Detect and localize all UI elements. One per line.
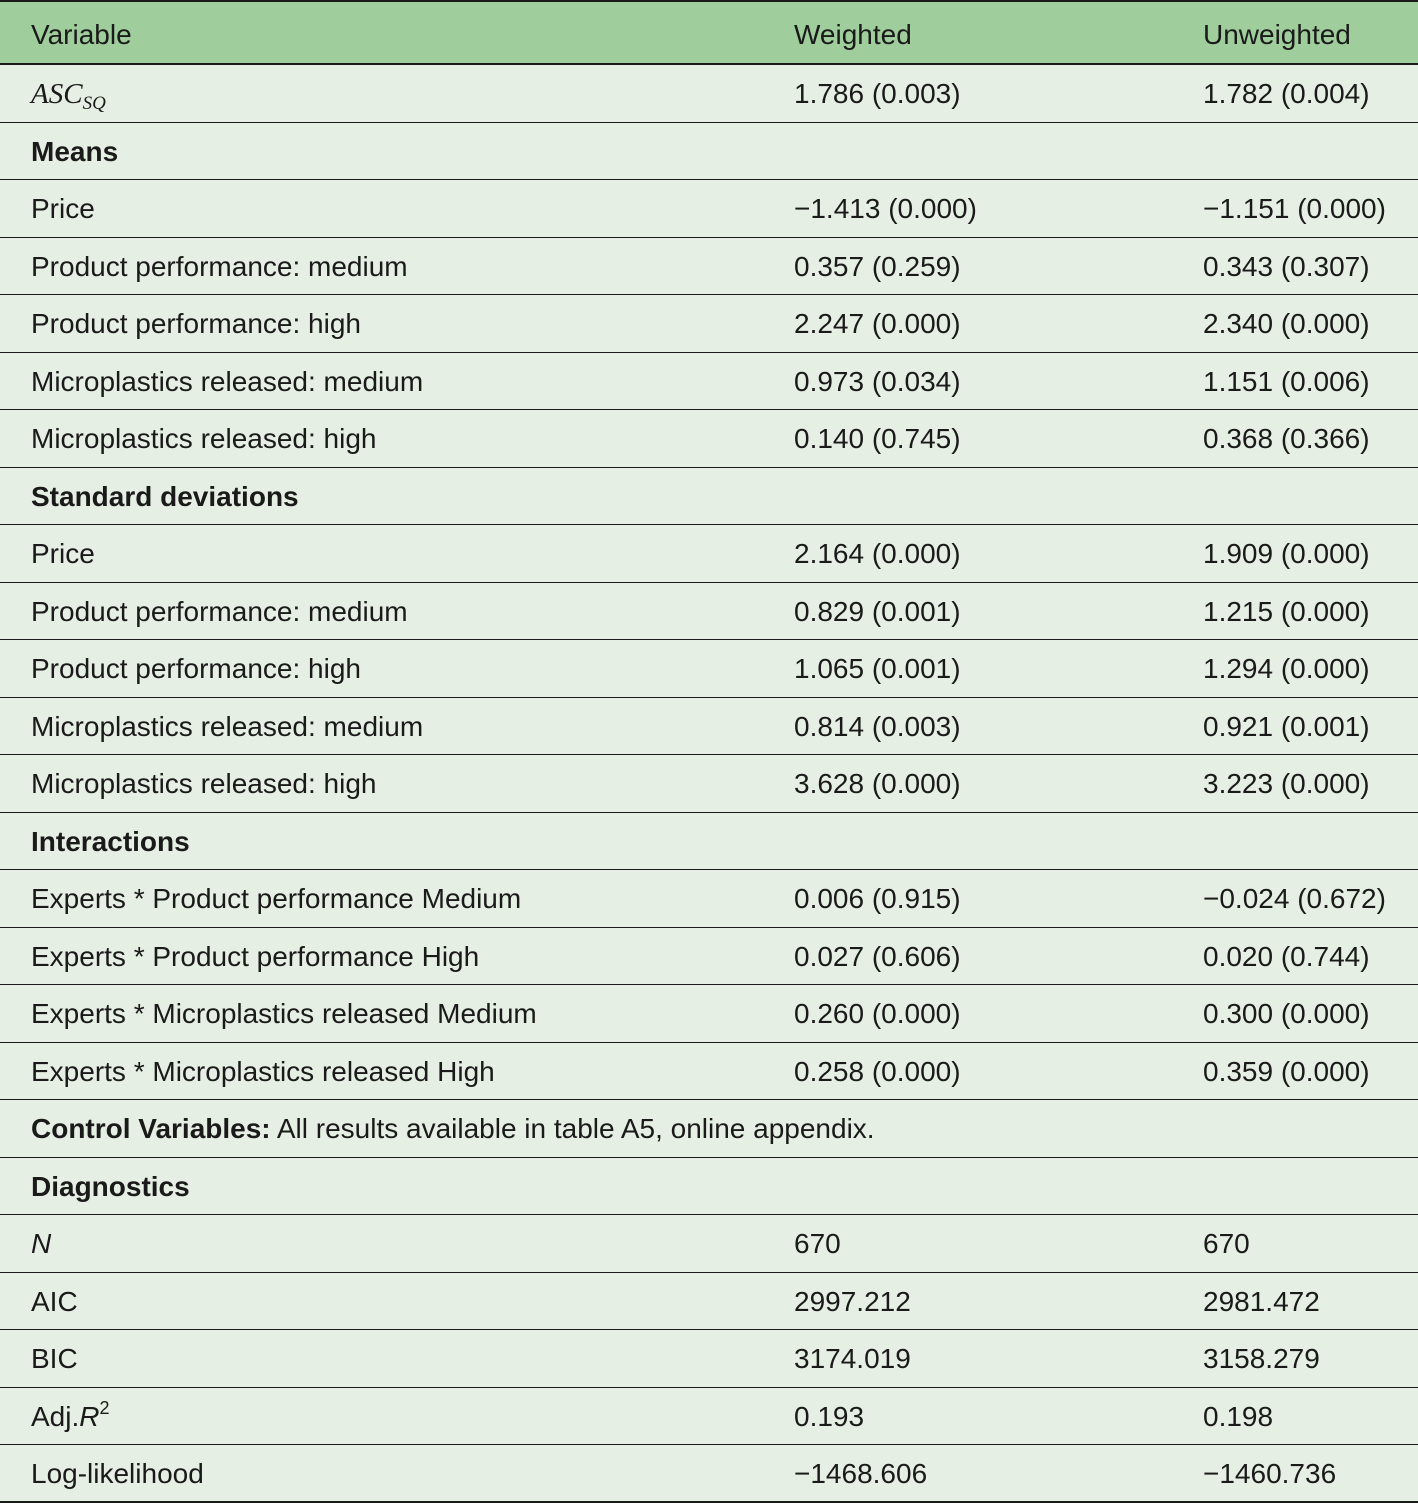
adj-r2-prefix: Adj. — [31, 1400, 80, 1432]
table-row — [0, 238, 1418, 296]
asc-label — [31, 65, 106, 122]
table-row — [0, 698, 1418, 756]
section-standard-deviations — [0, 468, 1418, 526]
table-header-row — [0, 2, 1418, 65]
loglik-unweighted: −1460.736 — [1203, 1458, 1337, 1489]
asc-label-main: ASC — [31, 78, 83, 110]
loglik-weighted: −1468.606 — [794, 1458, 928, 1489]
controls-label: Control Variables: — [31, 1113, 271, 1144]
row-label: Product performance: high — [31, 308, 361, 339]
bic-label: BIC — [31, 1343, 78, 1374]
table-row-asc — [0, 65, 1418, 123]
table-row — [0, 870, 1418, 928]
header-weighted: Weighted — [794, 19, 912, 50]
table-row — [0, 640, 1418, 698]
table-row-n — [0, 1215, 1418, 1273]
row-unweighted: 1.151 (0.006) — [1203, 365, 1370, 397]
row-label: Experts * Microplastics released Medium — [31, 998, 537, 1029]
row-label: Experts * Product performance Medium — [31, 883, 522, 914]
row-label: Price — [31, 193, 95, 224]
controls-note — [31, 1100, 875, 1157]
table-row — [0, 180, 1418, 238]
row-weighted: 0.829 (0.001) — [794, 595, 961, 627]
row-unweighted: −0.024 (0.672) — [1203, 883, 1386, 914]
adj-r2-var: R — [79, 1400, 100, 1432]
row-weighted: 0.258 (0.000) — [794, 1055, 961, 1087]
row-weighted: 0.260 (0.000) — [794, 998, 961, 1029]
row-unweighted: 1.294 (0.000) — [1203, 653, 1370, 684]
aic-label: AIC — [31, 1285, 78, 1317]
row-label: Microplastics released: medium — [31, 365, 424, 397]
adj-r2-label — [31, 1388, 110, 1445]
table-row — [0, 295, 1418, 353]
loglik-label: Log-likelihood — [31, 1458, 204, 1489]
adj-r2-weighted: 0.193 — [794, 1400, 865, 1432]
row-weighted: 0.006 (0.915) — [794, 883, 961, 914]
row-weighted: 2.164 (0.000) — [794, 538, 961, 569]
header-unweighted: Unweighted — [1203, 19, 1351, 50]
table-row — [0, 1043, 1418, 1101]
row-label: Price — [31, 538, 95, 569]
aic-unweighted: 2981.472 — [1203, 1285, 1320, 1317]
section-diagnostics — [0, 1158, 1418, 1216]
row-weighted: 0.357 (0.259) — [794, 250, 961, 282]
controls-text: All results available in table A5, online appendix. — [270, 1113, 875, 1144]
table-row-adj-r2 — [0, 1388, 1418, 1446]
row-label: Product performance: medium — [31, 250, 408, 282]
aic-weighted: 2997.212 — [794, 1285, 911, 1317]
table-row — [0, 928, 1418, 986]
row-label: Experts * Product performance High — [31, 940, 480, 972]
row-label: Microplastics released: high — [31, 768, 377, 799]
row-unweighted: 0.020 (0.744) — [1203, 940, 1370, 972]
table-row — [0, 583, 1418, 641]
row-weighted: 0.814 (0.003) — [794, 710, 961, 742]
row-unweighted: 0.368 (0.366) — [1203, 423, 1370, 454]
row-unweighted: 0.921 (0.001) — [1203, 710, 1370, 742]
section-means-title: Means — [31, 135, 119, 167]
section-means — [0, 123, 1418, 181]
table-row — [0, 353, 1418, 411]
row-unweighted: 1.909 (0.000) — [1203, 538, 1370, 569]
row-weighted: 0.027 (0.606) — [794, 940, 961, 972]
row-weighted: −1.413 (0.000) — [794, 193, 977, 224]
adj-r2-unweighted: 0.198 — [1203, 1400, 1274, 1432]
row-weighted: 0.973 (0.034) — [794, 365, 961, 397]
bic-unweighted: 3158.279 — [1203, 1343, 1320, 1374]
section-interactions — [0, 813, 1418, 871]
table-row — [0, 755, 1418, 813]
adj-r2-sup: 2 — [99, 1397, 110, 1418]
asc-unweighted: 1.782 (0.004) — [1203, 78, 1370, 109]
asc-weighted: 1.786 (0.003) — [794, 78, 961, 109]
table-row-aic — [0, 1273, 1418, 1331]
section-diagnostics-title: Diagnostics — [31, 1170, 190, 1202]
row-unweighted: 3.223 (0.000) — [1203, 768, 1370, 799]
n-unweighted: 670 — [1203, 1228, 1250, 1259]
table-row — [0, 985, 1418, 1043]
row-unweighted: −1.151 (0.000) — [1203, 193, 1386, 224]
row-weighted: 3.628 (0.000) — [794, 768, 961, 799]
table-row-loglik — [0, 1445, 1418, 1503]
row-label: Microplastics released: high — [31, 423, 377, 454]
header-variable: Variable — [31, 19, 132, 50]
section-std-title: Standard deviations — [31, 480, 299, 512]
row-weighted: 2.247 (0.000) — [794, 308, 961, 339]
table-row — [0, 525, 1418, 583]
row-unweighted: 1.215 (0.000) — [1203, 595, 1370, 627]
row-weighted: 0.140 (0.745) — [794, 423, 961, 454]
row-weighted: 1.065 (0.001) — [794, 653, 961, 684]
table-row — [0, 410, 1418, 468]
row-unweighted: 2.340 (0.000) — [1203, 308, 1370, 339]
row-label: Product performance: high — [31, 653, 361, 684]
row-label: Microplastics released: medium — [31, 710, 424, 742]
n-weighted: 670 — [794, 1228, 841, 1259]
section-interactions-title: Interactions — [31, 825, 190, 857]
bic-weighted: 3174.019 — [794, 1343, 911, 1374]
row-unweighted: 0.359 (0.000) — [1203, 1055, 1370, 1087]
row-label: Product performance: medium — [31, 595, 408, 627]
table-row-controls — [0, 1100, 1418, 1158]
table-row-bic — [0, 1330, 1418, 1388]
asc-label-sub: SQ — [82, 93, 106, 114]
row-unweighted: 0.343 (0.307) — [1203, 250, 1370, 282]
n-label: N — [31, 1228, 52, 1259]
row-label: Experts * Microplastics released High — [31, 1055, 495, 1087]
row-unweighted: 0.300 (0.000) — [1203, 998, 1370, 1029]
